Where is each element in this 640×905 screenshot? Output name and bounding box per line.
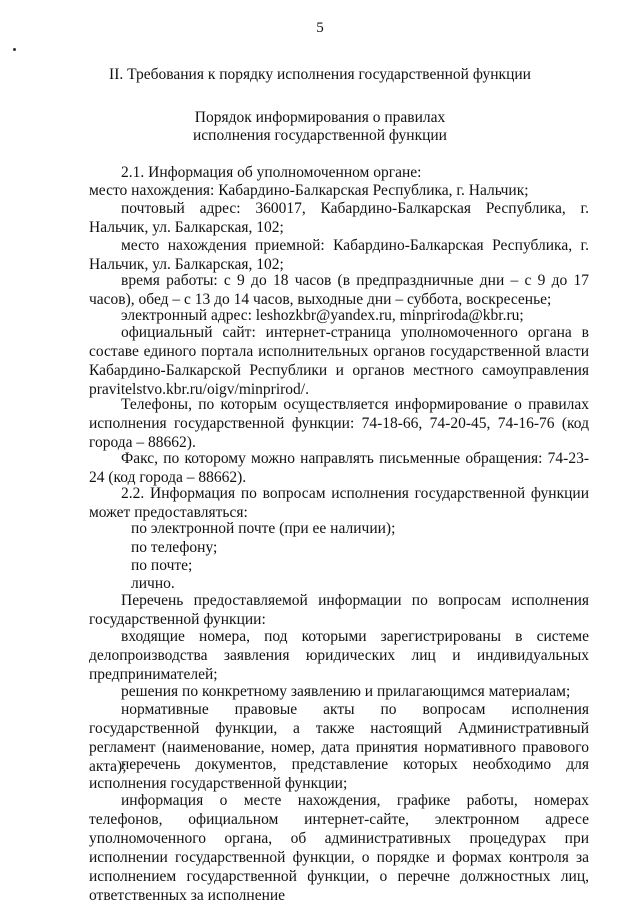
- paragraph-reception: место нахождения приемной: Кабардино-Балкарская Республика, г. Нальчик, ул. Балкарская, 102;: [89, 237, 589, 273]
- scan-speck: [13, 48, 16, 51]
- list-item-in-person: лично.: [131, 575, 175, 592]
- paragraph-decisions: решения по конкретному заявлению и прилагающимся материалам;: [121, 683, 571, 700]
- paragraph-incoming-numbers: входящие номера, под которыми зарегистрированы в системе делопроизводства заявления юридических лиц и индивидуальных предпринимателей;: [89, 628, 589, 683]
- paragraph-documents-list: перечень документов, представление которых необходимо для исполнения государственной функции;: [89, 756, 589, 792]
- subsection-title-line2: исполнения государственной функции: [193, 127, 447, 144]
- paragraph-2-1-heading: 2.1. Информация об уполномоченном органе:: [121, 164, 422, 181]
- paragraph-email: электронный адрес: leshozkbr@yandex.ru, minpriroda@kbr.ru;: [121, 307, 524, 324]
- paragraph-fax: Факс, по которому можно направлять письменные обращения: 74-23-24 (код города – 88662).: [89, 450, 589, 486]
- paragraph-website: официальный сайт: интернет-страница уполномоченного органа в составе единого портала исполнительных органов государственной власти Кабардино-Балкарской Республики и органов местного самоуправления pravitelstvo.kbr.ru/oigv/minprirod/.: [89, 324, 589, 398]
- subsection-title-line1: Порядок информирования о правилах: [194, 109, 446, 126]
- paragraph-postal-address: почтовый адрес: 360017, Кабардино-Балкарская Республика, г. Нальчик, ул. Балкарская, 102;: [89, 200, 589, 236]
- paragraph-location: место нахождения: Кабардино-Балкарская Республика, г. Нальчик;: [89, 182, 529, 199]
- section-title: II. Требования к порядку исполнения государственной функции: [109, 66, 531, 83]
- paragraph-2-2: 2.2. Информация по вопросам исполнения государственной функции может предоставляться:: [89, 485, 589, 521]
- paragraph-info-list-heading: Перечень предоставляемой информации по вопросам исполнения государственной функции:: [89, 592, 589, 628]
- paragraph-working-hours: время работы: с 9 до 18 часов (в предпраздничные дни – с 9 до 17 часов), обед – с 13 до 14 часов, выходные дни – суббота, воскресенье;: [89, 272, 589, 308]
- paragraph-phones: Телефоны, по которым осуществляется информирование о правилах исполнения государственной функции: 74-18-66, 74-20-45, 74-16-76 (код города – 88662).: [89, 396, 589, 451]
- paragraph-organ-info: информация о месте нахождения, графике работы, номерах телефонов, официальном интернет-сайте, электронном адресе уполномоченного органа, об административных процедурах при исполнении государственной функции, о порядке и формах контроля за исполнением государственной функции, о перечне должностных лиц, ответственных за исполнение: [89, 792, 589, 904]
- list-item-post: по почте;: [131, 557, 193, 574]
- list-item-email: по электронной почте (при ее наличии);: [131, 520, 396, 537]
- paragraph-normative-acts: нормативные правовые акты по вопросам исполнения государственной функции, а также настоящий Административный регламент (наименование, номер, дата принятия нормативного правового акта);: [89, 701, 589, 775]
- page-number: 5: [316, 20, 324, 36]
- list-item-phone: по телефону;: [131, 539, 218, 556]
